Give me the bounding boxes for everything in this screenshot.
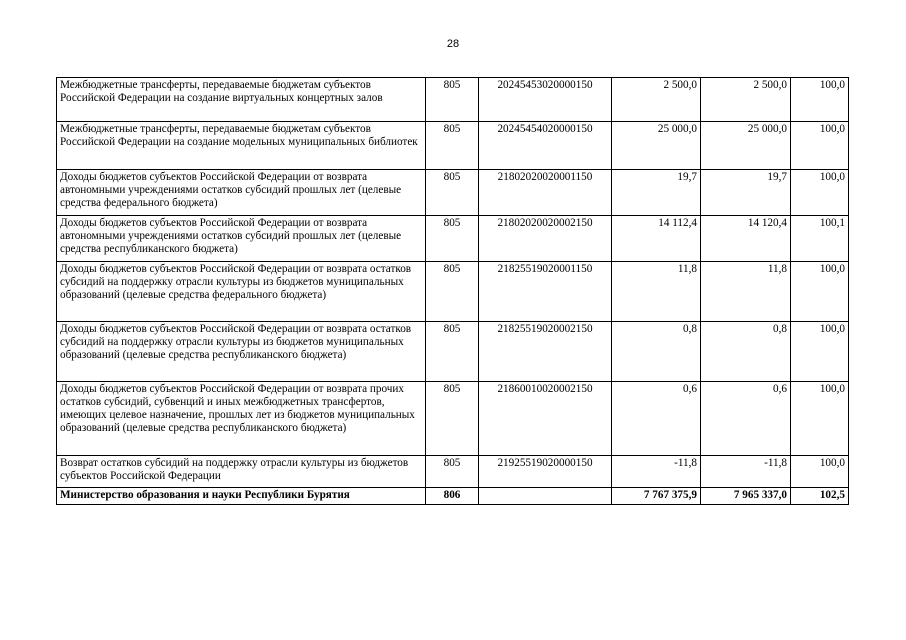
row-fact-cell: 19,7 <box>701 170 791 216</box>
row-plan-cell: 0,8 <box>612 322 701 382</box>
row-admin-code-cell: 805 <box>426 322 479 382</box>
row-name-cell: Межбюджетные трансферты, передаваемые бюджетам субъектов Российской Федерации на создание виртуальных концертных залов <box>57 78 426 122</box>
row-fact-cell: 0,8 <box>701 322 791 382</box>
row-admin-code-cell: 805 <box>426 216 479 262</box>
row-admin-code-cell: 805 <box>426 170 479 216</box>
table-row <box>57 122 849 170</box>
row-percent-cell: 100,0 <box>791 122 849 170</box>
ministry-name-cell: Министерство образования и науки Республики Бурятия <box>57 488 426 505</box>
row-percent-cell: 100,1 <box>791 216 849 262</box>
row-percent-cell: 100,0 <box>791 322 849 382</box>
row-budget-code-cell: 21802020020002150 <box>479 216 612 262</box>
row-percent-cell: 100,0 <box>791 382 849 456</box>
row-plan-cell: 19,7 <box>612 170 701 216</box>
row-name-cell: Доходы бюджетов субъектов Российской Федерации от возврата остатков субсидий на поддержку отрасли культуры из бюджетов муниципальных образований (целевые средства федерального бюджета) <box>57 262 426 322</box>
row-budget-code-cell: 20245454020000150 <box>479 122 612 170</box>
ministry-percent-cell: 102,5 <box>791 488 849 505</box>
row-plan-cell: -11,8 <box>612 456 701 488</box>
row-name-cell: Доходы бюджетов субъектов Российской Федерации от возврата прочих остатков субсидий, субвенций и иных межбюджетных трансфертов, имеющих целевое назначение, прошлых лет из бюджетов муниципальных образований (целевые средства республиканского бюджета) <box>57 382 426 456</box>
row-fact-cell: 25 000,0 <box>701 122 791 170</box>
ministry-total-row <box>57 488 849 505</box>
row-plan-cell: 11,8 <box>612 262 701 322</box>
row-fact-cell: 11,8 <box>701 262 791 322</box>
row-admin-code-cell: 805 <box>426 78 479 122</box>
row-fact-cell: 2 500,0 <box>701 78 791 122</box>
row-budget-code-cell: 21925519020000150 <box>479 456 612 488</box>
ministry-admin-code-cell: 806 <box>426 488 479 505</box>
table-row <box>57 382 849 456</box>
row-plan-cell: 25 000,0 <box>612 122 701 170</box>
budget-revenue-table <box>56 77 849 505</box>
row-percent-cell: 100,0 <box>791 78 849 122</box>
page-number: 28 <box>446 38 460 50</box>
row-budget-code-cell: 21825519020001150 <box>479 262 612 322</box>
table-row <box>57 322 849 382</box>
ministry-budget-code-cell <box>479 488 612 505</box>
row-name-cell: Доходы бюджетов субъектов Российской Федерации от возврата остатков субсидий на поддержку отрасли культуры из бюджетов муниципальных образований (целевые средства республиканского бюджета) <box>57 322 426 382</box>
row-budget-code-cell: 20245453020000150 <box>479 78 612 122</box>
row-admin-code-cell: 805 <box>426 456 479 488</box>
ministry-plan-cell: 7 767 375,9 <box>612 488 701 505</box>
row-fact-cell: 14 120,4 <box>701 216 791 262</box>
ministry-fact-cell: 7 965 337,0 <box>701 488 791 505</box>
table-row <box>57 78 849 122</box>
table-row <box>57 170 849 216</box>
table-row <box>57 262 849 322</box>
table-row <box>57 216 849 262</box>
row-admin-code-cell: 805 <box>426 382 479 456</box>
row-name-cell: Доходы бюджетов субъектов Российской Федерации от возврата автономными учреждениями остатков субсидий прошлых лет (целевые средства федерального бюджета) <box>57 170 426 216</box>
row-budget-code-cell: 21860010020002150 <box>479 382 612 456</box>
table-row <box>57 456 849 488</box>
row-percent-cell: 100,0 <box>791 170 849 216</box>
row-fact-cell: -11,8 <box>701 456 791 488</box>
row-plan-cell: 0,6 <box>612 382 701 456</box>
row-percent-cell: 100,0 <box>791 456 849 488</box>
row-budget-code-cell: 21825519020002150 <box>479 322 612 382</box>
row-budget-code-cell: 21802020020001150 <box>479 170 612 216</box>
row-admin-code-cell: 805 <box>426 122 479 170</box>
row-plan-cell: 14 112,4 <box>612 216 701 262</box>
row-fact-cell: 0,6 <box>701 382 791 456</box>
row-percent-cell: 100,0 <box>791 262 849 322</box>
row-name-cell: Доходы бюджетов субъектов Российской Федерации от возврата автономными учреждениями остатков субсидий прошлых лет (целевые средства республиканского бюджета) <box>57 216 426 262</box>
row-plan-cell: 2 500,0 <box>612 78 701 122</box>
row-admin-code-cell: 805 <box>426 262 479 322</box>
row-name-cell: Возврат остатков субсидий на поддержку отрасли культуры из бюджетов субъектов Российской Федерации <box>57 456 426 488</box>
row-name-cell: Межбюджетные трансферты, передаваемые бюджетам субъектов Российской Федерации на создание модельных муниципальных библиотек <box>57 122 426 170</box>
